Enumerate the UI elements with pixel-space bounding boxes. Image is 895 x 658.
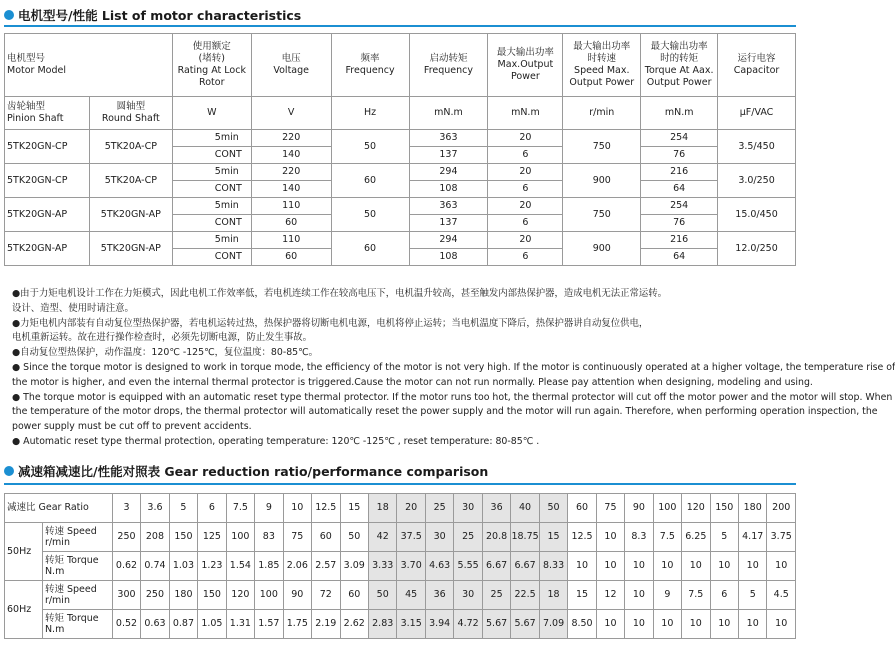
speed-cell: 900: [563, 232, 641, 266]
ratio-value: 40: [511, 494, 539, 523]
ratio-value: 10: [283, 494, 311, 523]
torque-value: 2.83: [368, 610, 396, 639]
starting-torque-cell: 108: [409, 181, 488, 198]
table-row: [5, 232, 796, 249]
torque-value: 3.33: [368, 552, 396, 581]
rating-cell: 5min: [172, 164, 251, 181]
round-shaft-model: 5TK20GN-AP: [89, 232, 172, 266]
max-power-cell: 6: [488, 215, 563, 232]
speed-value: 180: [169, 581, 197, 610]
label-line: r/min: [44, 595, 70, 606]
speed-value: 300: [112, 581, 140, 610]
speed-value: 208: [141, 523, 169, 552]
voltage-cell: 60: [251, 249, 331, 266]
header-torque-max-output: [641, 34, 718, 97]
ratio-value: 18: [368, 494, 396, 523]
speed-value: 36: [425, 581, 453, 610]
speed-value: 72: [312, 581, 340, 610]
max-power-cell: 20: [488, 130, 563, 147]
label-line: 转速 Speed: [44, 526, 97, 537]
table-row: [5, 523, 796, 552]
header-line: Round Shaft: [101, 113, 160, 124]
pinion-shaft-model: 5TK20GN-AP: [5, 198, 90, 232]
capacitor-cell: 3.0/250: [718, 164, 796, 198]
rating-cell: 5min: [172, 198, 251, 215]
header-line: (堵转): [198, 53, 225, 64]
header-line: 最大输出功率: [573, 41, 631, 52]
max-power-cell: 6: [488, 181, 563, 198]
speed-value: 45: [397, 581, 425, 610]
speed-value: 5: [710, 523, 738, 552]
voltage-cell: 220: [251, 130, 331, 147]
gear-ratio-header: 减速比 Gear Ratio: [5, 494, 113, 523]
torque-cell: 216: [641, 232, 718, 249]
section-title-motor: [4, 6, 301, 24]
frequency-label: 50Hz: [5, 523, 43, 581]
frequency-label: 60Hz: [5, 581, 43, 639]
speed-value: 22.5: [511, 581, 539, 610]
label-line: N.m: [44, 624, 65, 635]
header-frequency: [331, 34, 409, 97]
speed-value: 37.5: [397, 523, 425, 552]
speed-cell: 900: [563, 164, 641, 198]
torque-value: 3.15: [397, 610, 425, 639]
speed-value: 60: [340, 581, 368, 610]
frequency-cell: 50: [331, 130, 409, 164]
torque-value: 8.50: [568, 610, 596, 639]
header-line: 电机型号: [7, 53, 46, 64]
speed-value: 4.17: [738, 523, 766, 552]
capacitor-cell: 12.0/250: [718, 232, 796, 266]
torque-value: 1.85: [255, 552, 283, 581]
header-line: Rotor: [199, 77, 225, 88]
header-line: Capacitor: [733, 65, 780, 76]
starting-torque-cell: 137: [409, 147, 488, 164]
rating-cell: CONT: [172, 215, 251, 232]
torque-value: 4.63: [425, 552, 453, 581]
torque-label: [42, 552, 112, 581]
note-line: the motor is higher, and even the internal thermal protector is triggered.Cause the motor can not run normally. Please pay attention when designing, modeling and using.: [12, 376, 813, 388]
speed-value: 30: [454, 581, 482, 610]
torque-value: 8.33: [539, 552, 567, 581]
max-power-cell: 6: [488, 147, 563, 164]
ratio-value: 5: [169, 494, 197, 523]
header-line: Motor Model: [7, 65, 66, 76]
speed-value: 4.5: [767, 581, 796, 610]
header-line: 最大输出功率: [496, 47, 554, 58]
torque-value: 0.74: [141, 552, 169, 581]
table-row: [5, 130, 796, 147]
unit-cell: V: [251, 97, 331, 130]
starting-torque-cell: 363: [409, 198, 488, 215]
torque-value: 2.19: [312, 610, 340, 639]
torque-value: 10: [767, 610, 796, 639]
header-line: 电压: [281, 53, 301, 64]
table-row: [5, 610, 796, 639]
bullet-icon: [4, 10, 14, 20]
speed-value: 10: [596, 523, 624, 552]
ratio-value: 25: [425, 494, 453, 523]
torque-cell: 254: [641, 198, 718, 215]
pinion-shaft-model: 5TK20GN-CP: [5, 164, 90, 198]
speed-value: 20.8: [482, 523, 510, 552]
speed-value: 18: [539, 581, 567, 610]
torque-value: 2.06: [283, 552, 311, 581]
unit-cell: W: [172, 97, 251, 130]
torque-cell: 254: [641, 130, 718, 147]
voltage-cell: 140: [251, 147, 331, 164]
note-line: ● Automatic reset type thermal protection, operating temperature: 120℃ -125℃ , reset temperature: 80-85℃ .: [12, 435, 540, 447]
starting-torque-cell: 294: [409, 232, 488, 249]
label-line: N.m: [44, 566, 65, 577]
speed-value: 75: [283, 523, 311, 552]
section-divider: [4, 483, 796, 485]
label-line: 转矩 Torque: [44, 555, 99, 566]
ratio-value: 3: [112, 494, 140, 523]
ratio-value: 3.6: [141, 494, 169, 523]
torque-value: 10: [625, 552, 653, 581]
speed-value: 3.75: [767, 523, 796, 552]
voltage-cell: 60: [251, 215, 331, 232]
starting-torque-cell: 294: [409, 164, 488, 181]
torque-value: 0.63: [141, 610, 169, 639]
table-row: [5, 164, 796, 181]
note-line: 电机重新运转。故在进行操作检查时，必须先切断电源，防止发生事故。: [12, 332, 313, 344]
speed-value: 12: [596, 581, 624, 610]
ratio-value: 36: [482, 494, 510, 523]
torque-value: 6.67: [482, 552, 510, 581]
torque-cell: 216: [641, 164, 718, 181]
ratio-value: 15: [340, 494, 368, 523]
capacitor-cell: 3.5/450: [718, 130, 796, 164]
pinion-shaft-model: 5TK20GN-CP: [5, 130, 90, 164]
speed-value: 12.5: [568, 523, 596, 552]
torque-value: 2.62: [340, 610, 368, 639]
header-line: 时转速: [587, 53, 617, 64]
max-power-cell: 20: [488, 164, 563, 181]
speed-value: 50: [368, 581, 396, 610]
speed-value: 6.25: [682, 523, 710, 552]
header-starting-torque: [409, 34, 488, 97]
speed-cell: 750: [563, 198, 641, 232]
section-divider: [4, 25, 796, 27]
ratio-value: 9: [255, 494, 283, 523]
ratio-value: 90: [625, 494, 653, 523]
header-line: 启动转矩: [429, 53, 468, 64]
note-line: power supply must be cut off to prevent accidents.: [12, 421, 252, 433]
torque-value: 10: [653, 610, 681, 639]
torque-value: 1.75: [283, 610, 311, 639]
torque-value: 10: [767, 552, 796, 581]
torque-value: 10: [682, 552, 710, 581]
max-power-cell: 20: [488, 232, 563, 249]
ratio-value: 60: [568, 494, 596, 523]
speed-value: 7.5: [682, 581, 710, 610]
speed-value: 250: [112, 523, 140, 552]
rating-cell: CONT: [172, 147, 251, 164]
table-row: [5, 581, 796, 610]
header-line: 齿轮轴型: [7, 101, 46, 112]
speed-value: 250: [141, 581, 169, 610]
table-row: [5, 552, 796, 581]
ratio-value: 180: [738, 494, 766, 523]
torque-value: 10: [682, 610, 710, 639]
max-power-cell: 6: [488, 249, 563, 266]
ratio-value: 50: [539, 494, 567, 523]
speed-value: 125: [198, 523, 226, 552]
torque-cell: 64: [641, 181, 718, 198]
speed-value: 30: [425, 523, 453, 552]
torque-value: 5.55: [454, 552, 482, 581]
ratio-value: 6: [198, 494, 226, 523]
speed-value: 150: [169, 523, 197, 552]
speed-value: 10: [625, 581, 653, 610]
unit-cell: mN.m: [488, 97, 563, 130]
torque-value: 1.23: [198, 552, 226, 581]
speed-value: 42: [368, 523, 396, 552]
header-line: Rating At Lock: [177, 65, 246, 76]
ratio-value: 100: [653, 494, 681, 523]
torque-value: 1.05: [198, 610, 226, 639]
speed-value: 25: [454, 523, 482, 552]
voltage-cell: 220: [251, 164, 331, 181]
header-line: Voltage: [273, 65, 309, 76]
torque-value: 10: [710, 552, 738, 581]
bullet-icon: [4, 466, 14, 476]
header-line: 使用额定: [192, 41, 231, 52]
header-line: Power: [511, 71, 540, 82]
header-line: Speed Max.: [574, 65, 630, 76]
torque-value: 3.94: [425, 610, 453, 639]
voltage-cell: 140: [251, 181, 331, 198]
torque-value: 10: [596, 552, 624, 581]
torque-value: 0.87: [169, 610, 197, 639]
note-line: ●力矩电机内部装有自动复位型热保护器，若电机运转过热，热保护器将切断电机电源，电机将停止运转；当电机温度下降后，热保护器讲自动复位供电，: [12, 317, 649, 329]
ratio-value: 20: [397, 494, 425, 523]
gear-ratio-table: [4, 493, 796, 639]
torque-value: 0.62: [112, 552, 140, 581]
torque-value: 10: [625, 610, 653, 639]
unit-cell: Hz: [331, 97, 409, 130]
torque-value: 0.52: [112, 610, 140, 639]
pinion-shaft-model: 5TK20GN-AP: [5, 232, 90, 266]
torque-value: 10: [710, 610, 738, 639]
header-line: Pinion Shaft: [7, 113, 64, 124]
torque-value: 10: [738, 610, 766, 639]
speed-value: 15: [539, 523, 567, 552]
section-title-text: 减速箱减速比/性能对照表 Gear reduction ratio/performance comparison: [18, 464, 489, 479]
speed-value: 100: [255, 581, 283, 610]
ratio-value: 200: [767, 494, 796, 523]
speed-value: 90: [283, 581, 311, 610]
torque-label: [42, 610, 112, 639]
note-line: ●由于力矩电机设计工作在力矩模式，因此电机工作效率低，若电机连续工作在较高电压下，电机温升较高，甚至触发内部热保护器，造成电机无法正常运转。: [12, 288, 668, 299]
header-rating: [172, 34, 251, 97]
unit-cell: mN.m: [409, 97, 488, 130]
table-row: [5, 198, 796, 215]
torque-value: 5.67: [482, 610, 510, 639]
ratio-value: 7.5: [226, 494, 254, 523]
motor-characteristics-table: [4, 33, 796, 266]
header-pinion-shaft: [5, 97, 90, 130]
torque-value: 3.70: [397, 552, 425, 581]
speed-value: 18.75: [511, 523, 539, 552]
torque-cell: 64: [641, 249, 718, 266]
starting-torque-cell: 108: [409, 249, 488, 266]
ratio-value: 12.5: [312, 494, 340, 523]
round-shaft-model: 5TK20A-CP: [89, 164, 172, 198]
header-line: 最大输出功率: [650, 41, 708, 52]
section-title-gear: [4, 462, 488, 480]
round-shaft-model: 5TK20GN-AP: [89, 198, 172, 232]
speed-value: 15: [568, 581, 596, 610]
torque-value: 10: [738, 552, 766, 581]
speed-value: 9: [653, 581, 681, 610]
ratio-value: 30: [454, 494, 482, 523]
torque-value: 10: [596, 610, 624, 639]
speed-value: 120: [226, 581, 254, 610]
speed-value: 150: [198, 581, 226, 610]
header-line: 时的转矩: [660, 53, 699, 64]
header-motor-model: [5, 34, 173, 97]
header-line: 频率: [360, 53, 380, 64]
note-line: the temperature of the motor drops, the thermal protector will automatically reset the power supply and the motor will run again. Therefore, when performing operation inspection, the: [12, 406, 878, 418]
header-round-shaft: [89, 97, 172, 130]
rating-cell: 5min: [172, 232, 251, 249]
speed-value: 50: [340, 523, 368, 552]
rating-cell: 5min: [172, 130, 251, 147]
ratio-value: 150: [710, 494, 738, 523]
header-line: Output Power: [646, 77, 712, 88]
header-speed-max-output: [563, 34, 641, 97]
frequency-cell: 50: [331, 198, 409, 232]
ratio-value: 75: [596, 494, 624, 523]
rating-cell: CONT: [172, 249, 251, 266]
label-line: 转矩 Torque: [44, 613, 99, 624]
torque-cell: 76: [641, 215, 718, 232]
voltage-cell: 110: [251, 198, 331, 215]
speed-label: [42, 581, 112, 610]
header-line: Torque At Aax.: [644, 65, 714, 76]
round-shaft-model: 5TK20A-CP: [89, 130, 172, 164]
note-line: ● Since the torque motor is designed to work in torque mode, the efficiency of the motor is not very high. If the motor is continuously operated at a higher voltage, the temperature rise of: [12, 361, 895, 373]
speed-value: 6: [710, 581, 738, 610]
note-line: 设计、造型、使用时请注意。: [12, 302, 134, 314]
torque-value: 2.57: [312, 552, 340, 581]
capacitor-cell: 15.0/450: [718, 198, 796, 232]
notes: [12, 287, 895, 450]
header-capacitor: [718, 34, 796, 97]
note-line: ● The torque motor is equipped with an automatic reset type thermal protector. If the motor runs too hot, the thermal protector will cut off the motor power and the motor will stop. When: [12, 391, 893, 403]
torque-value: 1.31: [226, 610, 254, 639]
speed-value: 8.3: [625, 523, 653, 552]
frequency-cell: 60: [331, 164, 409, 198]
frequency-cell: 60: [331, 232, 409, 266]
note-line: ●自动复位型热保护，动作温度：120℃ -125℃，复位温度：80-85℃。: [12, 347, 319, 359]
header-voltage: [251, 34, 331, 97]
header-max-output-power: [488, 34, 563, 97]
torque-value: 1.57: [255, 610, 283, 639]
torque-value: 10: [653, 552, 681, 581]
unit-cell: μF/VAC: [718, 97, 796, 130]
torque-value: 1.03: [169, 552, 197, 581]
torque-value: 4.72: [454, 610, 482, 639]
speed-value: 7.5: [653, 523, 681, 552]
torque-cell: 76: [641, 147, 718, 164]
header-line: Frequency: [345, 65, 395, 76]
unit-cell: r/min: [563, 97, 641, 130]
ratio-value: 120: [682, 494, 710, 523]
speed-value: 5: [738, 581, 766, 610]
torque-value: 1.54: [226, 552, 254, 581]
label-line: r/min: [44, 537, 70, 548]
header-line: 运行电容: [737, 53, 776, 64]
torque-value: 6.67: [511, 552, 539, 581]
speed-value: 83: [255, 523, 283, 552]
voltage-cell: 110: [251, 232, 331, 249]
header-line: Frequency: [423, 65, 473, 76]
header-line: Output Power: [569, 77, 635, 88]
speed-label: [42, 523, 112, 552]
starting-torque-cell: 363: [409, 130, 488, 147]
torque-value: 10: [568, 552, 596, 581]
label-line: 转速 Speed: [44, 584, 97, 595]
unit-cell: mN.m: [641, 97, 718, 130]
section-title-text: 电机型号/性能 List of motor characteristics: [18, 8, 302, 23]
torque-value: 5.67: [511, 610, 539, 639]
torque-value: 7.09: [539, 610, 567, 639]
header-line: Max.Output: [497, 59, 554, 70]
header-line: 圆轴型: [116, 101, 146, 112]
rating-cell: CONT: [172, 181, 251, 198]
torque-value: 3.09: [340, 552, 368, 581]
max-power-cell: 20: [488, 198, 563, 215]
speed-value: 25: [482, 581, 510, 610]
speed-value: 100: [226, 523, 254, 552]
speed-cell: 750: [563, 130, 641, 164]
speed-value: 60: [312, 523, 340, 552]
starting-torque-cell: 137: [409, 215, 488, 232]
